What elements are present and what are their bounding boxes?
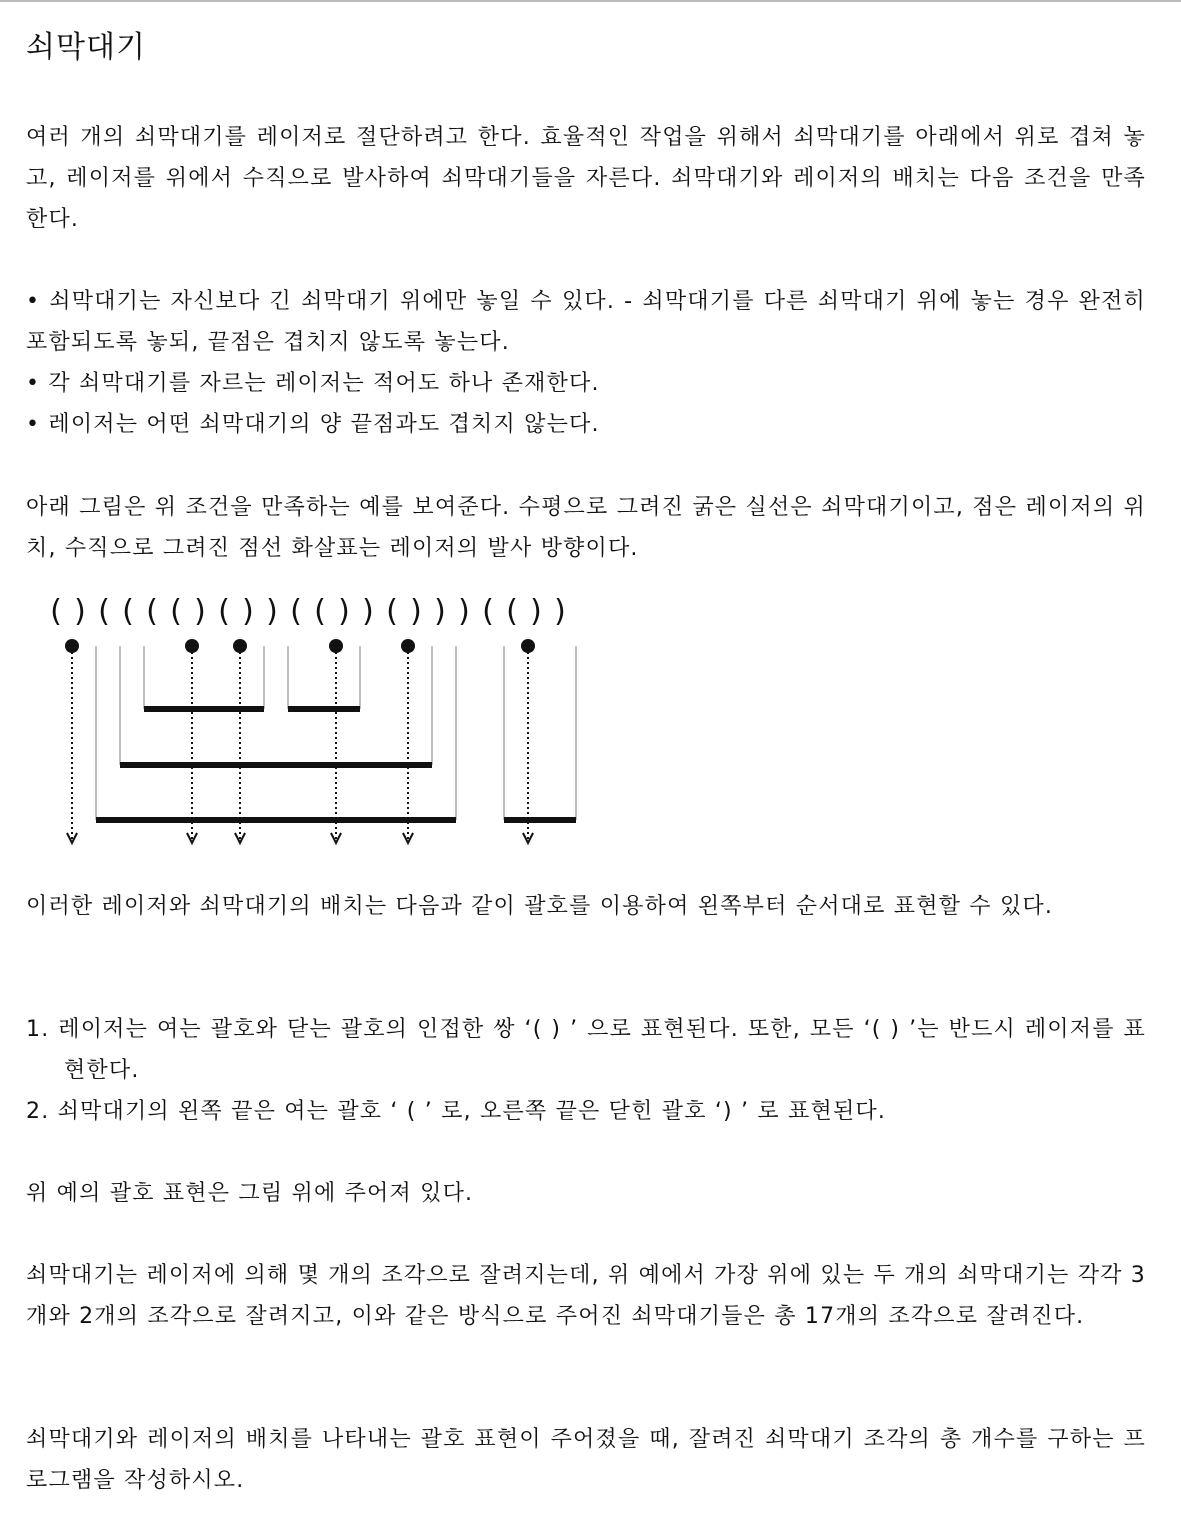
representation-intro-paragraph: 이러한 레이저와 쇠막대기의 배치는 다음과 같이 괄호를 이용하여 왼쪽부터 순서대로 표현할 수 있다. (26, 894, 1054, 919)
example-note-paragraph: 위 예의 괄호 표현은 그림 위에 주어져 있다. (26, 1181, 474, 1206)
bracket-char: ( (98, 594, 110, 629)
condition-item: • 쇠막대기는 자신보다 긴 쇠막대기 위에만 놓일 수 있다. - 쇠막대기를 다른 쇠막대기 위에 놓는 경우 완전히 포함되도록 놓되, 끝점은 겹치지 않도록 놓는다. (26, 289, 1146, 355)
bracket-char: ( (122, 594, 134, 629)
bracket-char: ( (290, 594, 302, 629)
bracket-char: ) (242, 594, 254, 629)
bracket-char: ) (362, 594, 374, 629)
rules-list (26, 1009, 1146, 1132)
bracket-char: ) (74, 594, 86, 629)
conditions-list (26, 281, 1146, 445)
bracket-char: ) (458, 594, 470, 629)
rule-item: 1. 레이저는 여는 괄호와 닫는 괄호의 인접한 쌍 ‘( ) ’ 으로 표현된다. 또한, 모든 ‘( ) ’는 반드시 레이저를 표현한다. (26, 1017, 1146, 1083)
bracket-char: ) (338, 594, 350, 629)
task-paragraph: 쇠막대기와 레이저의 배치를 나타내는 괄호 표현이 주어졌을 때, 잘려진 쇠막대기 조각의 총 개수를 구하는 프로그램을 작성하시오. (26, 1427, 1146, 1493)
laser-dot (329, 639, 343, 653)
bracket-char: ( (50, 594, 62, 629)
condition-item: • 레이저는 어떤 쇠막대기의 양 끝점과도 겹치지 않는다. (26, 412, 600, 437)
figure-intro-paragraph: 아래 그림은 위 조건을 만족하는 예를 보여준다. 수평으로 그려진 굵은 실선은 쇠막대기이고, 점은 레이저의 위치, 수직으로 그려진 점선 화살표는 레이저의 발사 방향이다. (26, 495, 1146, 561)
problem-title: 쇠막대기 (26, 30, 146, 65)
laser-dot (185, 639, 199, 653)
bracket-char: ( (146, 594, 158, 629)
bracket-char: ( (218, 594, 230, 629)
bracket-char: ) (530, 594, 542, 629)
bracket-char: ) (410, 594, 422, 629)
laser-dot (233, 639, 247, 653)
pieces-paragraph: 쇠막대기는 레이저에 의해 몇 개의 조각으로 잘려지는데, 위 예에서 가장 위에 있는 두 개의 쇠막대기는 각각 3개와 2개의 조각으로 잘려지고, 이와 같은 방식으로 주어진 쇠막대기들은 총 17개의 조각으로 잘려진다. (26, 1263, 1146, 1329)
rule-item: 2. 쇠막대기의 왼쪽 끝은 여는 괄호 ‘ ( ’ 로, 오른쪽 끝은 닫힌 괄호 ‘) ’ 로 표현된다. (26, 1099, 887, 1124)
intro-paragraph: 여러 개의 쇠막대기를 레이저로 절단하려고 한다. 효율적인 작업을 위해서 쇠막대기를 아래에서 위로 겹쳐 놓고, 레이저를 위에서 수직으로 발사하여 쇠막대기들을 자른다. 쇠막대기와 레이저의 배치는 다음 조건을 만족한다. (26, 125, 1146, 232)
bracket-char: ) (266, 594, 278, 629)
condition-item: • 각 쇠막대기를 자르는 레이저는 적어도 하나 존재한다. (26, 371, 600, 396)
bracket-char: ( (386, 594, 398, 629)
laser-dot (401, 639, 415, 653)
laser-dot (521, 639, 535, 653)
bracket-char: ( (314, 594, 326, 629)
bracket-char: ( (482, 594, 494, 629)
bracket-char: ) (554, 594, 566, 629)
iron-bar-laser-figure (26, 588, 586, 863)
laser-dot (65, 639, 79, 653)
bracket-char: ) (434, 594, 446, 629)
bracket-char: ) (194, 594, 206, 629)
bracket-char: ( (506, 594, 518, 629)
bracket-char: ( (170, 594, 182, 629)
